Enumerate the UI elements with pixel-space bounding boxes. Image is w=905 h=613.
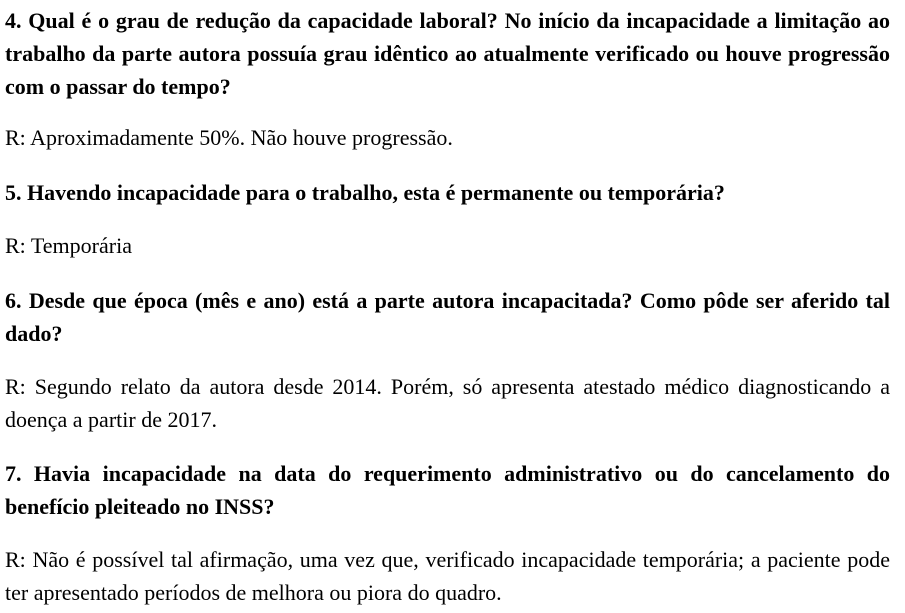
- answer-7: R: Não é possível tal afirmação, uma vez que, verificado incapacidade temporária; a paciente pode ter apresentado períodos de melhora ou piora do quadro.: [5, 547, 890, 605]
- answer-6: R: Segundo relato da autora desde 2014. Porém, só apresenta atestado médico diagnosticando a doença a partir de 2017.: [5, 374, 890, 432]
- question-4: 4. Qual é o grau de redução da capacidade laboral? No início da incapacidade a limitação ao trabalho da parte autora possuía grau idêntico ao atualmente verificado ou houve progressão com o passar do tempo?: [5, 8, 890, 99]
- answer-4: R: Aproximadamente 50%. Não houve progressão.: [5, 125, 453, 150]
- question-7: 7. Havia incapacidade na data do requerimento administrativo ou do cancelamento do benefício pleiteado no INSS?: [5, 461, 890, 519]
- question-6: 6. Desde que época (mês e ano) está a parte autora incapacitada? Como pôde ser aferido tal dado?: [5, 288, 890, 346]
- question-5: 5. Havendo incapacidade para o trabalho, esta é permanente ou temporária?: [5, 180, 725, 205]
- answer-5: R: Temporária: [5, 233, 132, 258]
